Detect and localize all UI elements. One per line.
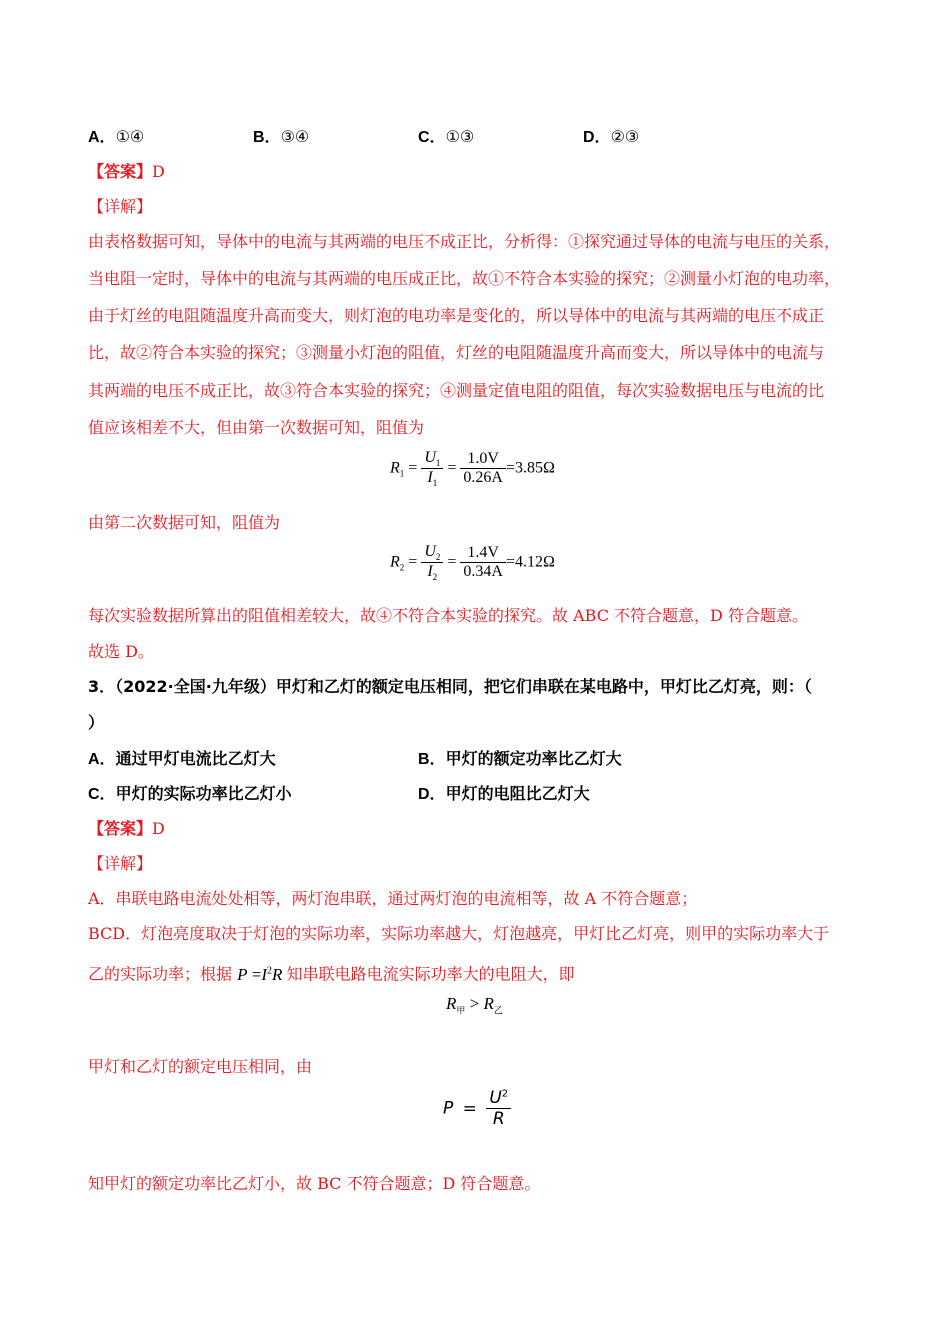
numerator: 1.4V: [460, 544, 506, 563]
q2-paragraph-line: 当电阻一定时，导体中的电流与其两端的电压成正比，故①不符合本实验的探究；②测量小灯泡的电功率，: [88, 269, 841, 288]
symbol: U: [424, 449, 436, 466]
symbol: I: [427, 469, 433, 487]
fraction: [421, 449, 443, 488]
answer-label: 【答案】: [88, 819, 153, 838]
q2-second-data-line: 由第二次数据可知，阻值为: [88, 513, 281, 532]
symbol: R: [483, 994, 494, 1013]
q2-paragraph-line: 由表格数据可知，导体中的电流与其两端的电压不成正比，分析得：①探究通过导体的电流与电压的关系，: [88, 232, 841, 251]
symbol: R: [446, 994, 457, 1013]
option-key: A．: [88, 129, 116, 146]
option-value: ②③: [610, 127, 640, 146]
equals-sign: =: [251, 964, 262, 984]
q3-answer: [88, 818, 165, 840]
q3-stem: [88, 676, 812, 698]
equals-sign: =: [447, 459, 457, 477]
subscript: 2: [432, 572, 438, 583]
answer-value: D: [152, 162, 165, 181]
fraction: [460, 544, 506, 581]
superscript: 2: [267, 965, 273, 976]
option-value: 通过甲灯电流比乙灯大: [115, 749, 276, 768]
option-key: C．: [418, 129, 446, 146]
q3-line-rated: 甲灯和乙灯的额定电压相同，由: [88, 1057, 313, 1076]
denominator: 0.34A: [463, 563, 503, 581]
text: 知串联电路电流实际功率大的电阻大，即: [286, 964, 575, 984]
q2-detail-label: 【详解】: [88, 197, 153, 216]
subscript: 1: [432, 478, 438, 489]
option-key: B．: [253, 129, 281, 146]
equals-sign: =: [447, 553, 457, 571]
symbol: I: [427, 563, 433, 581]
symbol: I: [261, 964, 268, 984]
option-key: D．: [418, 786, 446, 803]
option-key: D．: [583, 129, 611, 146]
equals-sign: =: [462, 1098, 477, 1119]
symbol: P: [443, 1098, 454, 1119]
result: =3.85Ω: [505, 459, 555, 477]
greater-than-sign: >: [469, 994, 480, 1013]
q2-conclusion: 每次实验数据所算出的阻值相差较大，故④不符合本实验的探究。故 ABC 不符合题意，D 符合题意。: [88, 606, 808, 625]
option-value: ①④: [115, 127, 145, 146]
q2-paragraph-line: 其两端的电压不成正比，故③符合本实验的探究；④测量定值电阻的阻值，每次实验数据电压与电流的比: [88, 381, 825, 400]
denominator: 0.26A: [463, 469, 503, 487]
subscript: 甲: [456, 1005, 466, 1016]
q3-detail-label: 【详解】: [88, 854, 153, 873]
q3-line-a: A．串联电路电流处处相等，两灯泡串联，通过两灯泡的电流相等，故 A 不符合题意；: [88, 889, 698, 908]
equals-sign: =: [408, 553, 418, 571]
superscript: 2: [501, 1088, 509, 1100]
q2-choose: 故选 D。: [88, 642, 154, 661]
formula-r1: [390, 449, 555, 488]
denominator: R: [492, 1109, 505, 1129]
fraction: [460, 450, 506, 487]
q3-stem-end: ）: [88, 713, 105, 732]
subscript: 2: [435, 552, 441, 563]
q2-paragraph-line: 值应该相差不大，但由第一次数据可知，阻值为: [88, 418, 425, 437]
option-value: 甲灯的电阻比乙灯大: [445, 784, 590, 803]
symbol: R: [390, 459, 400, 477]
question-stem: （2022·全国·九年级）甲灯和乙灯的额定电压相同，把它们串联在某电路中，甲灯比乙灯亮，则：（: [115, 677, 812, 696]
symbol: R: [390, 553, 400, 571]
symbol: U: [424, 543, 436, 560]
q2-option-d: [583, 126, 639, 149]
subscript: 1: [399, 468, 405, 479]
formula-r2: [390, 543, 555, 582]
answer-label: 【答案】: [88, 162, 153, 181]
subscript: 乙: [493, 1005, 503, 1016]
symbol: R: [272, 964, 283, 984]
q3-option-c: [88, 783, 292, 806]
inline-formula: [237, 965, 287, 984]
q2-option-c: [418, 126, 474, 149]
option-value: ③④: [280, 127, 310, 146]
result: =4.12Ω: [505, 553, 555, 571]
numerator: 1.0V: [460, 450, 506, 469]
q2-answer: [88, 161, 165, 183]
q2-paragraph-line: 由于灯丝的电阻随温度升高而变大，则灯泡的电功率是变化的，所以导体中的电流与其两端的电压不成正: [88, 306, 825, 325]
option-key: B．: [418, 751, 446, 768]
formula-r-compare: [446, 994, 503, 1016]
subscript: 2: [399, 562, 405, 573]
answer-value: D: [152, 819, 165, 838]
q3-option-d: [418, 783, 590, 806]
symbol: P: [237, 964, 248, 984]
q2-option-a: [88, 126, 144, 149]
option-key: A．: [88, 751, 116, 768]
q2-option-b: [253, 126, 309, 149]
text: 乙的实际功率；根据: [88, 964, 233, 984]
fraction: [421, 543, 443, 582]
option-key: C．: [88, 786, 116, 803]
question-number: 3．: [88, 677, 116, 696]
q3-line-bcd: BCD．灯泡亮度取决于灯泡的实际功率，实际功率越大，灯泡越亮，甲灯比乙灯亮，则甲的实际功率大于: [88, 924, 830, 943]
option-value: ①③: [445, 127, 475, 146]
option-value: 甲灯的额定功率比乙灯大: [445, 749, 622, 768]
q3-option-b: [418, 748, 622, 771]
q2-paragraph-line: 比，故②符合本实验的探究；③测量小灯泡的阻值，灯丝的电阻随温度升高而变大，所以导体中的电流与: [88, 343, 825, 362]
formula-power: [443, 1088, 511, 1129]
subscript: 1: [435, 458, 441, 469]
q3-final: 知甲灯的额定功率比乙灯小，故 BC 不符合题意；D 符合题意。: [88, 1174, 541, 1193]
q3-line-bcd-2: [88, 960, 575, 986]
equals-sign: =: [408, 459, 418, 477]
fraction: [486, 1088, 511, 1129]
option-value: 甲灯的实际功率比乙灯小: [115, 784, 292, 803]
symbol: U: [489, 1088, 502, 1108]
q3-option-a: [88, 748, 276, 771]
